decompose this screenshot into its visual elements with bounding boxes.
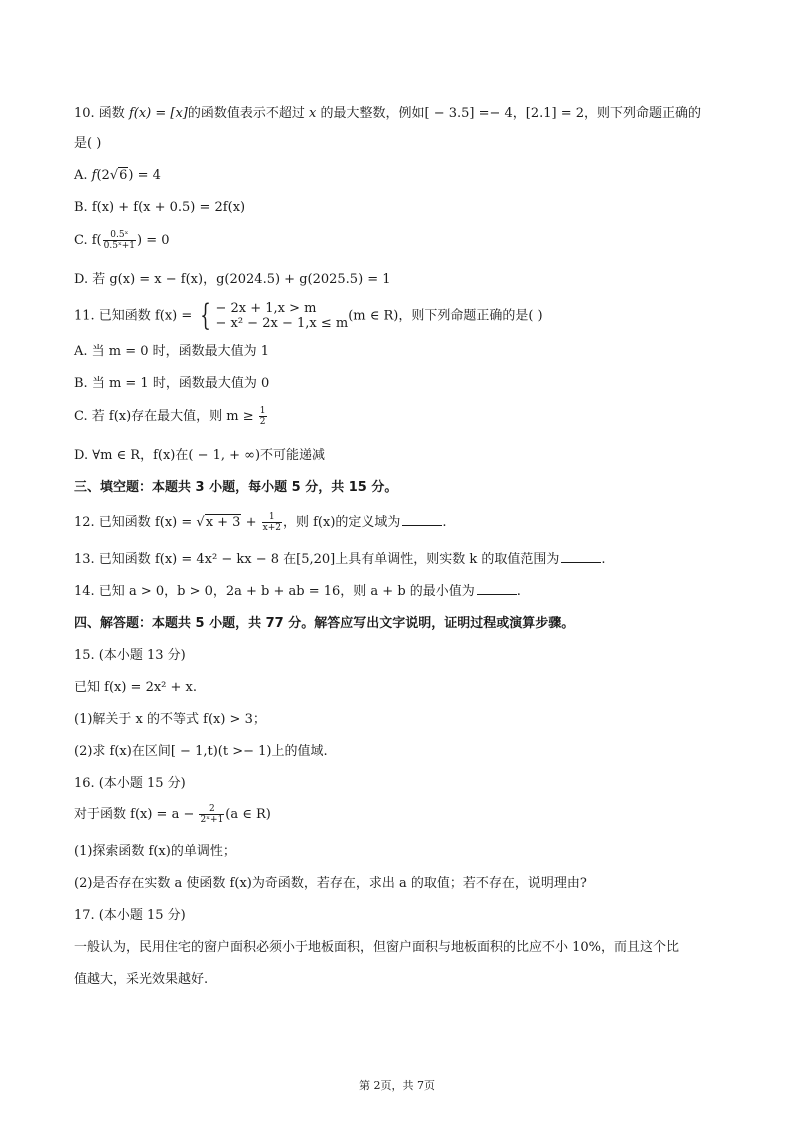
q16-part2: (2)是否存在实数 a 使函数 f(x)为奇函数，若存在，求出 a 的取值；若不存在，说明理由? (74, 876, 587, 891)
q11-option-b: B. 当 m = 1 时，函数最大值为 0 (74, 376, 270, 391)
q15-title: 15. (本小题 13 分) (74, 648, 186, 663)
q10-option-a: A. f(2√6) = 4 (74, 168, 161, 183)
q16-given: 对于函数 f(x) = a − $\frac{2}{\text{2ˣ+1}}$ (a ∈ R) (74, 804, 271, 825)
q12: 12. 已知函数 f(x) = √x + 3 + $\frac{1}{x+2}$ ，则 f(x)的定义域为 . (74, 512, 447, 533)
q14: 14. 已知 a > 0，b > 0，2a + b + ab = 16，则 a + b 的最小值为 . (74, 584, 521, 599)
brace-icon: { (200, 297, 212, 333)
q10-option-c: C. f( $\frac{\text{0.5ˣ}}{\text{0.5ˣ+1}}$ ) = 0 (74, 230, 170, 251)
q10-option-d: D. 若 g(x) = x − f(x)，g(2024.5) + g(2025.5) = 1 (74, 272, 391, 287)
answer-blank (561, 562, 601, 563)
q16-title: 16. (本小题 15 分) (74, 776, 186, 791)
q10-option-b: B. f(x) + f(x + 0.5) = 2f(x) (74, 200, 246, 215)
q10-stem-line2: 是( ) (74, 136, 102, 151)
q13: 13. 已知函数 f(x) = 4x² − kx − 8 在[5,20]上具有单调性，则实数 k 的取值范围为 . (74, 552, 606, 567)
q11-option-c: C. 若 f(x)存在最大值，则 m ≥ $\frac{1}{2}$ (74, 406, 266, 427)
piecewise-function: { − 2x + 1,x > m − x² − 2x − 1,x ≤ m (200, 297, 349, 333)
fraction: $\frac{1}{2}$ (259, 406, 266, 427)
q11-stem: 11. 已知函数 f(x) = { − 2x + 1,x > m − x² − 2x − 1,x ≤ m (m ∈ R)，则下列命题正确的是( ) (74, 297, 543, 333)
q15-part1: (1)解关于 x 的不等式 f(x) > 3； (74, 712, 266, 727)
fraction: $\frac{\text{0.5ˣ}}{\text{0.5ˣ+1}}$ (103, 230, 136, 251)
section-4-heading: 四、解答题：本题共 5 小题，共 77 分。解答应写出文字说明，证明过程或演算步骤。 (74, 616, 575, 631)
sqrt-icon: √ (196, 515, 205, 530)
page-footer: 第 2页，共 7页 (359, 1079, 435, 1092)
q11-option-a: A. 当 m = 0 时，函数最大值为 1 (74, 344, 270, 359)
q17-text-line1: 一般认为，民用住宅的窗户面积必须小于地板面积，但窗户面积与地板面积的比应不小 10%，而且这个比 (74, 940, 680, 955)
fraction: $\frac{1}{x+2}$ (262, 512, 281, 533)
answer-blank (402, 525, 442, 526)
q17-text-line2: 值越大，采光效果越好. (74, 972, 209, 987)
q17-title: 17. (本小题 15 分) (74, 908, 186, 923)
q15-part2: (2)求 f(x)在区间[ − 1,t)(t >− 1)上的值域. (74, 744, 328, 759)
q16-part1: (1)探索函数 f(x)的单调性； (74, 844, 236, 859)
sqrt-icon: √ (109, 168, 119, 183)
q15-given: 已知 f(x) = 2x² + x. (74, 680, 198, 695)
answer-blank (477, 594, 517, 595)
fraction: $\frac{2}{\text{2ˣ+1}}$ (200, 804, 224, 825)
q10-stem-line1: 10. 函数 f(x) = [x]的函数值表示不超过 x 的最大整数，例如[ − 3.5] =− 4，[2.1] = 2，则下列命题正确的 (74, 106, 702, 121)
q11-option-d: D. ∀m ∈ R，f(x)在( − 1, + ∞)不可能递减 (74, 448, 326, 463)
section-3-heading: 三、填空题：本题共 3 小题，每小题 5 分，共 15 分。 (74, 480, 398, 495)
